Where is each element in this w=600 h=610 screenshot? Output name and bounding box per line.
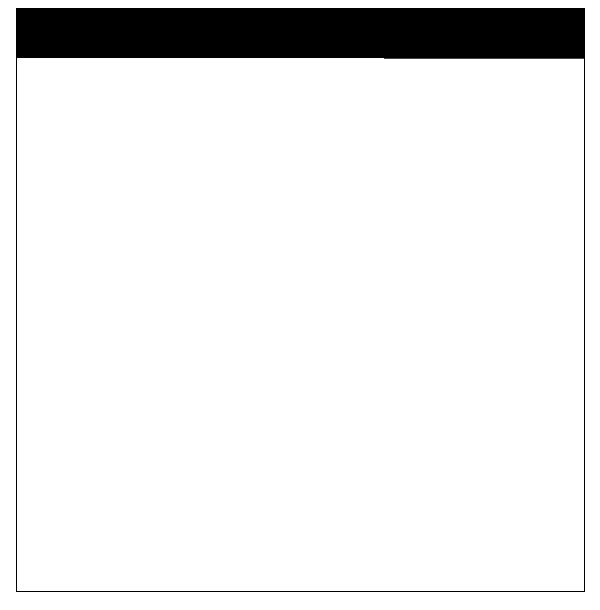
page-title [17,9,584,45]
header-date [486,45,584,58]
header-unit [36,45,384,58]
header-num [17,45,36,58]
lote-livre-cell [384,58,584,59]
delivery-table [16,8,585,592]
header-lote [384,45,486,58]
